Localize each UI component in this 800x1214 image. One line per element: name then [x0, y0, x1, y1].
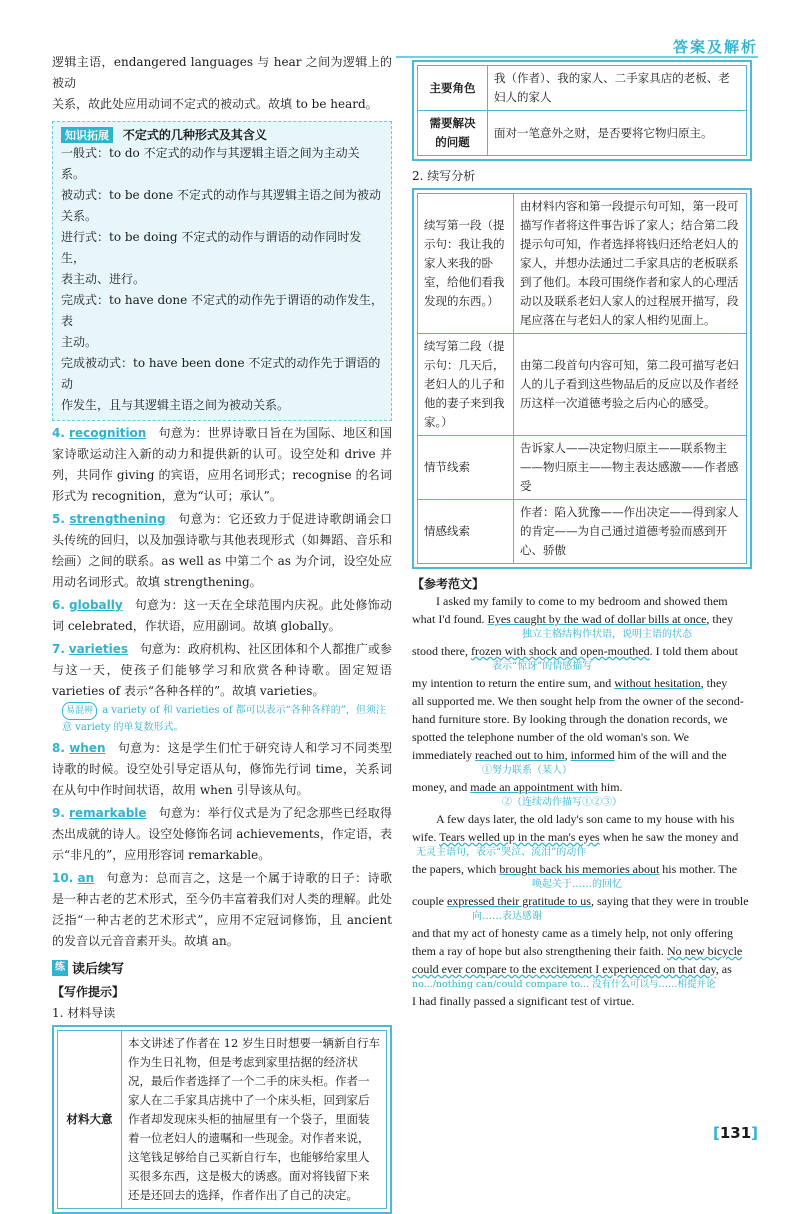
header-title: 答案及解析 — [672, 38, 758, 56]
essay-text: his mother. The — [662, 862, 738, 876]
essay-gloss: ①努力联系（某人） — [482, 765, 572, 776]
answer-explanation: 句意为：这一天在全球范围内庆祝。此处修饰动词 celebrated，作状语，应用副词。故填 globally。 — [52, 598, 392, 633]
essay-text: the papers, which — [412, 862, 497, 876]
section-icon: 练 — [52, 960, 68, 976]
essay-line: hand furniture store. By looking through the donation records, we — [412, 712, 728, 726]
table-row — [418, 500, 747, 564]
answer-word: recognition — [69, 426, 147, 440]
essay-text: what I'd found. — [412, 612, 485, 626]
essay-text: stood there, — [412, 644, 468, 658]
analysis-box — [412, 188, 752, 569]
essay-highlight: No new bicycle — [666, 944, 743, 958]
model-essay-heading: 【参考范文】 — [412, 577, 485, 591]
knowledge-line: 被动式：to be done 不定式的动作与其逻辑主语之间为被动 — [61, 188, 382, 202]
answer-item-7 — [52, 639, 392, 702]
table-row — [418, 334, 747, 436]
essay-line: I had finally passed a significant test of virtue. — [412, 994, 635, 1008]
writing-tips-heading: 【写作提示】 — [52, 985, 125, 999]
answer-item-4 — [52, 423, 392, 507]
right-column — [412, 60, 752, 1010]
essay-highlight: could ever compare to the excitement I experienced on that day — [412, 962, 716, 976]
page-number — [713, 1124, 758, 1142]
problem-label: 需要解决的问题 — [418, 111, 488, 156]
analysis-text: 由第二段首句内容可知，第二段可描写老妇人的儿子看到这些物品后的反应以及作者经历这样一次道德考验之后内心的感受。 — [514, 334, 747, 436]
answer-word: globally — [69, 598, 123, 612]
answer-explanation: 句意为：世界诗歌日旨在为国际、地区和国家诗歌运动注入新的动力和提供新的认可。设空处和 drive 并列，共同作 giving 的宾语，应用名词形式；recognise 的名词形式为 recognition，意为“认可；承认”。 — [52, 426, 392, 503]
analysis-text: 告诉家人——决定物归原主——联系物主——物归原主——物主表达感激——作者感受 — [514, 436, 747, 500]
knowledge-line: 完成被动式：to have been done 不定式的动作先于谓语的动 — [61, 356, 381, 391]
essay-highlight: Tears welled up in the man's eyes — [439, 830, 600, 844]
section-title: 读后续写 — [72, 962, 125, 977]
model-essay — [412, 592, 752, 1010]
header-divider — [396, 56, 758, 58]
essay-line — [412, 610, 752, 628]
problem-text: 面对一笔意外之财，是否要将它物归原主。 — [488, 111, 747, 156]
answer-item-5 — [52, 509, 392, 593]
analysis-label: 续写第二段（提示句：几天后，老妇人的儿子和他的妻子来到我家。） — [418, 334, 514, 436]
section-heading — [52, 958, 392, 977]
analysis-label: 续写第一段（提示句：我让我的家人来我的卧室，给他们看我发现的东西。） — [418, 194, 514, 334]
analysis-label: 情节线索 — [418, 436, 514, 500]
confusion-note — [52, 702, 392, 736]
intro-line-2: 关系，故此处应用动词不定式的被动式。故填 to be heard。 — [52, 97, 378, 111]
essay-line — [412, 642, 752, 660]
essay-text: couple — [412, 894, 444, 908]
essay-line: and that my act of honesty came as a timely help, not only offering — [412, 926, 734, 940]
essay-highlight: informed — [570, 748, 615, 762]
answer-word: strengthening — [69, 512, 166, 526]
answer-explanation: 句意为：总而言之，这是一个属于诗歌的日子：诗歌是一种古老的艺术形式，至今仍丰富着我们对人类的理解。此处泛指“一种古老的艺术形式”，应用不定冠词修饰，且 ancient 的发音以元音音素开头。故填 an。 — [52, 871, 392, 948]
essay-line: spotted the telephone number of the old woman's son. We — [412, 730, 689, 744]
role-table — [417, 65, 747, 156]
essay-text: my intention to return the entire sum, and — [412, 676, 612, 690]
answer-number: 6. — [52, 598, 65, 612]
essay-gloss: 唤起关于……的回忆 — [532, 879, 622, 890]
essay-line: I asked my family to come to my bedroom and showed them — [436, 594, 728, 608]
essay-line — [412, 828, 752, 846]
table-row — [418, 66, 747, 111]
essay-text: wife. — [412, 830, 437, 844]
page-bracket-right: ] — [751, 1124, 758, 1142]
answer-explanation: 句意为：举行仪式是为了纪念那些已经取得杰出成就的诗人。设空处修饰名词 achievements，作定语，表示“非凡的”，应用形容词 remarkable。 — [52, 806, 392, 862]
answer-number: 4. — [52, 426, 65, 440]
essay-gloss: no.../nothing can/could compare to... 没有什么可以与……相提并论 — [412, 979, 716, 990]
essay-line — [412, 892, 752, 910]
note-text: a variety of 和 varieties of 都可以表示“各种各样的”，但须注意 variety 的单复数形式。 — [62, 705, 386, 733]
intro-line-1: 逻辑主语，endangered languages 与 hear 之间为逻辑上的被动 — [52, 55, 392, 90]
answer-item-9 — [52, 803, 392, 866]
analysis-heading: 2. 续写分析 — [412, 169, 476, 183]
essay-highlight: brought back his memories about — [499, 862, 660, 876]
knowledge-title: 不定式的几种形式及其含义 — [122, 128, 267, 142]
essay-gloss: 表示“惊讶”的情感描写 — [492, 661, 593, 672]
answer-word: when — [69, 741, 106, 755]
essay-highlight: expressed their gratitude to us — [447, 894, 591, 908]
essay-text: . I told them about — [649, 644, 738, 658]
knowledge-line: 进行式：to be doing 不定式的动作与谓语的动作同时发生， — [61, 230, 362, 265]
note-tag: 易混辨 — [62, 702, 97, 720]
answer-number: 8. — [52, 741, 65, 755]
essay-text: , they — [706, 612, 734, 626]
essay-gloss: ②（连续动作描写①②③） — [502, 797, 622, 808]
essay-highlight: Eyes caught by the wad of dollar bills at once — [487, 612, 707, 626]
essay-gloss: 独立主格结构作状语，说明主语的状态 — [522, 629, 692, 640]
essay-line — [412, 674, 752, 692]
role-label: 主要角色 — [418, 66, 488, 111]
essay-line — [412, 942, 752, 960]
knowledge-line: 完成式：to have done 不定式的动作先于谓语的动作发生，表 — [61, 293, 383, 328]
essay-gloss: 无灵主语句，表示“哭泣、流泪”的动作 — [416, 847, 587, 858]
answer-number: 5. — [52, 512, 65, 526]
answer-explanation: 句意为：政府机构、社区团体和个人都推广或参与这一天，使孩子们能够学习和欣赏各种诗歌。固定短语 varieties of 表示“各种各样的”。故填 varieties。 — [52, 642, 392, 698]
essay-gloss: 向……表达感谢 — [472, 911, 542, 922]
page-bracket-left: [ — [712, 1124, 720, 1142]
table-row — [418, 111, 747, 156]
knowledge-line: 主动。 — [61, 335, 98, 349]
left-column — [52, 52, 392, 1214]
role-text: 我（作者）、我的家人、二手家具店的老板、老妇人的家人 — [488, 66, 747, 111]
essay-line: all supported me. We then sought help from the owner of the second- — [412, 694, 744, 708]
essay-text: immediately — [412, 748, 472, 762]
answer-item-10 — [52, 868, 392, 952]
essay-text: money, and — [412, 780, 468, 794]
answer-number: 7. — [52, 642, 65, 656]
knowledge-line: 关系。 — [61, 209, 98, 223]
essay-line — [412, 960, 752, 978]
table-row — [58, 1031, 387, 1209]
page-number-value: 131 — [719, 1124, 752, 1142]
table-row — [418, 194, 747, 334]
essay-highlight: reached out to him — [474, 748, 565, 762]
essay-text: him. — [600, 780, 623, 794]
knowledge-line: 作发生，且与其逻辑主语之间为被动关系。 — [61, 398, 290, 412]
material-label: 材料大意 — [58, 1031, 122, 1209]
analysis-text: 由材料内容和第一段提示句可知，第一段可描写作者将这件事告诉了家人；结合第二段提示句可知，作者选择将钱归还给老妇人的家人，并想办法通过二手家具店的老板联系到了他们。本段可围绕作者和家人的心理活动以及联系老妇人家人的过程展开描写，段尾应落在与老妇人的家人相约见面上。 — [514, 194, 747, 334]
essay-text: , — [564, 748, 568, 762]
answer-word: varieties — [68, 642, 128, 656]
essay-line — [412, 746, 752, 764]
material-text: 本文讲述了作者在 12 岁生日时想要一辆新自行车作为生日礼物，但是考虑到家里拮据的经济状况，最后作者选择了一个二手的床头柜。作者一家人在二手家具店挑中了一个床头柜，回到家后作者却发现床头柜的抽屉里有一个袋子，里面装着一位老妇人的遗嘱和一些现金。对作者来说，这笔钱足够给自己买新自行车，也能够给家里人买很多东西，这是极大的诱惑。面对将钱留下来还是还回去的选择，作者作出了自己的决定。 — [122, 1031, 387, 1209]
essay-line: A few days later, the old lady's son came to my house with his — [436, 812, 735, 826]
role-box — [412, 60, 752, 161]
essay-highlight: without hesitation — [614, 676, 701, 690]
knowledge-tag: 知识拓展 — [61, 127, 113, 143]
answer-explanation: 句意为：这是学生们忙于研究诗人和学习不同类型诗歌的时候。设空处引导定语从句，修饰先行词 time，关系词在从句中作时间状语，故用 when 引导该从句。 — [52, 741, 392, 797]
material-box — [52, 1025, 392, 1214]
answer-item-6 — [52, 595, 392, 637]
answer-number: 9. — [52, 806, 65, 820]
essay-highlight: frozen with shock and open-mouthed — [471, 644, 650, 658]
essay-text: when he saw the money and — [602, 830, 739, 844]
knowledge-line: 一般式：to do 不定式的动作与其逻辑主语之间为主动关系。 — [61, 146, 360, 181]
answer-item-8 — [52, 738, 392, 801]
table-row — [418, 436, 747, 500]
essay-text: , as — [715, 962, 732, 976]
essay-highlight: made an appointment with — [470, 780, 598, 794]
knowledge-box — [52, 121, 392, 421]
analysis-label: 情感线索 — [418, 500, 514, 564]
essay-text: , saying that they were in trouble — [590, 894, 749, 908]
essay-line — [412, 860, 752, 878]
answer-explanation: 句意为：它还致力于促进诗歌朗诵会口头传统的回归，以及加强诗歌与其他表现形式（如舞蹈、音乐和绘画）之间的联系。as well as 中第二个 as 为介词，设空处应用动名词形式。故填 strengthening。 — [52, 512, 392, 589]
knowledge-line: 表主动、进行。 — [61, 272, 146, 286]
answer-word: an — [77, 871, 95, 885]
answer-word: remarkable — [69, 806, 147, 820]
essay-line — [412, 778, 752, 796]
essay-text: him of the will and the — [617, 748, 727, 762]
material-table — [57, 1030, 387, 1209]
essay-text: them a ray of hope but also strengthening their faith. — [412, 944, 664, 958]
analysis-table — [417, 193, 747, 564]
material-heading: 1. 材料导读 — [52, 1006, 116, 1020]
answer-number: 10. — [52, 871, 74, 885]
essay-text: , they — [700, 676, 728, 690]
analysis-text: 作者：陷入犹豫——作出决定——得到家人的肯定——为自己通过道德考验而感到开心、骄傲 — [514, 500, 747, 564]
